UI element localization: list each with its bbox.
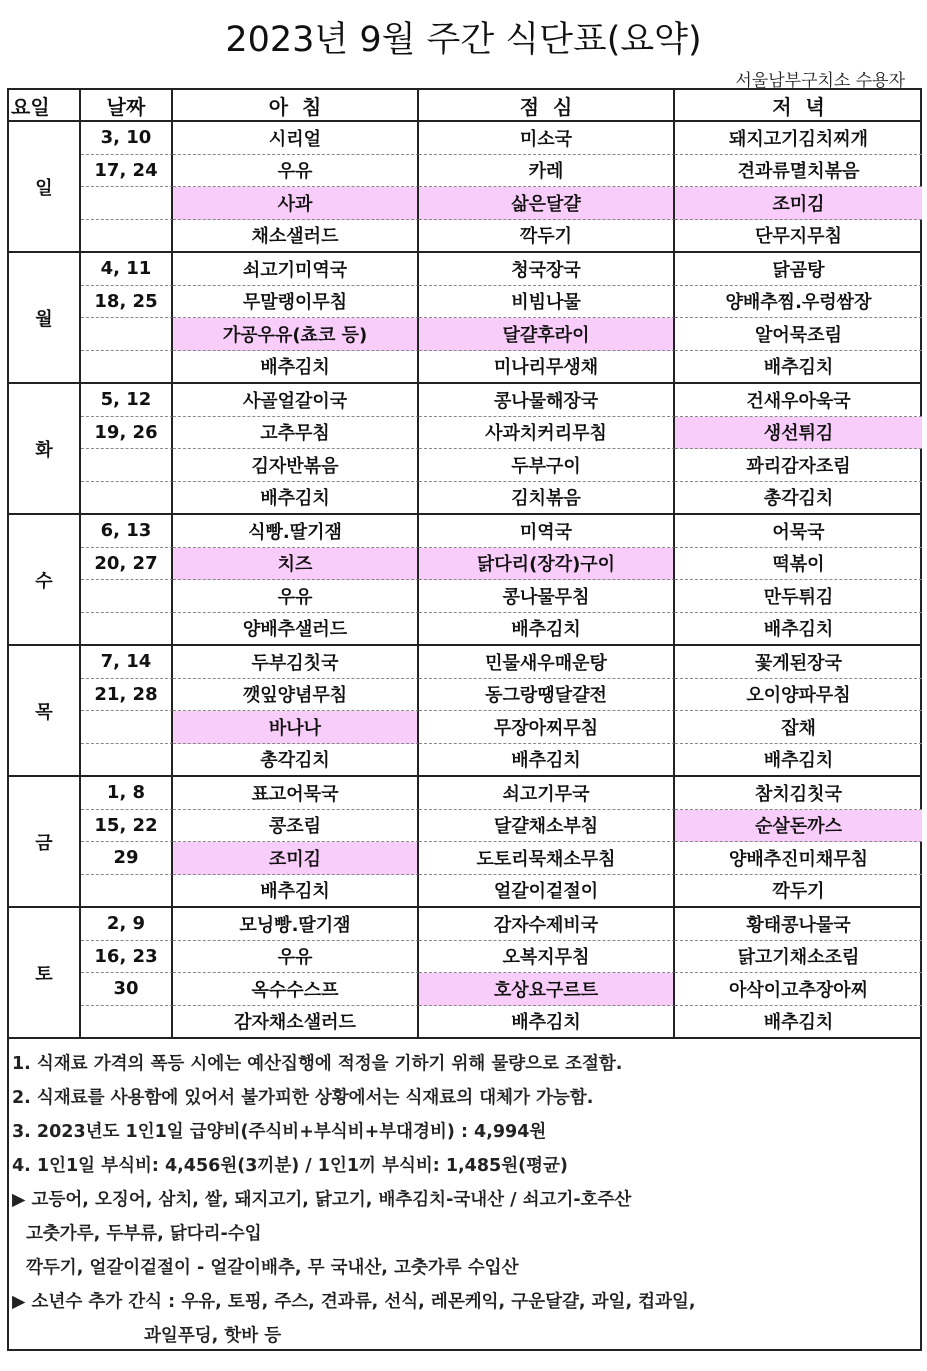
table-row — [9, 744, 922, 778]
date-cell — [81, 875, 173, 909]
date-cell — [81, 482, 173, 516]
breakfast-cell: 모닝빵.딸기잼 — [173, 908, 419, 941]
breakfast-cell: 옥수수스프 — [173, 973, 419, 1006]
table-row — [9, 875, 922, 909]
date-cell: 1, 8 — [81, 777, 173, 810]
header-row — [9, 90, 922, 122]
breakfast-cell: 식빵.딸기잼 — [173, 515, 419, 548]
note-item: 깍두기, 얼갈이겉절이 - 얼갈이배추, 무 국내산, 고춧가루 수입산 — [26, 1258, 519, 1278]
date-cell — [81, 220, 173, 254]
note-item: 2. 식재료를 사용함에 있어서 불가피한 상황에서는 식재료의 대체가 가능함. — [12, 1088, 594, 1108]
dinner-cell: 양배추진미채무침 — [675, 842, 922, 875]
table-row — [9, 417, 922, 450]
dinner-cell: 배추김치 — [675, 351, 922, 385]
table-row — [9, 384, 922, 417]
day-of-week-cell: 금 — [9, 777, 81, 908]
date-cell — [81, 187, 173, 220]
breakfast-cell: 우유 — [173, 941, 419, 974]
date-cell: 29 — [81, 842, 173, 875]
menu-table — [9, 90, 922, 1039]
breakfast-cell: 배추김치 — [173, 875, 419, 909]
lunch-cell: 콩나물무침 — [419, 580, 675, 613]
breakfast-cell: 치즈 — [173, 548, 419, 581]
date-cell — [81, 351, 173, 385]
lunch-cell: 배추김치 — [419, 613, 675, 647]
breakfast-cell: 우유 — [173, 580, 419, 613]
table-row — [9, 777, 922, 810]
breakfast-cell: 가공우유(쵸코 등) — [173, 318, 419, 351]
note-item: 과일푸딩, 핫바 등 — [144, 1326, 282, 1346]
table-row — [9, 810, 922, 843]
date-cell: 20, 27 — [81, 548, 173, 581]
breakfast-cell: 배추김치 — [173, 351, 419, 385]
dinner-cell: 꽃게된장국 — [675, 646, 922, 679]
day-of-week-cell: 일 — [9, 122, 81, 253]
breakfast-cell: 쇠고기미역국 — [173, 253, 419, 286]
lunch-cell: 감자수제비국 — [419, 908, 675, 941]
table-row — [9, 351, 922, 385]
dinner-cell: 조미김 — [675, 187, 922, 220]
dinner-cell: 단무지무침 — [675, 220, 922, 254]
date-cell: 4, 11 — [81, 253, 173, 286]
lunch-cell: 도토리묵채소무침 — [419, 842, 675, 875]
dinner-cell: 참치김칫국 — [675, 777, 922, 810]
table-row — [9, 155, 922, 188]
day-of-week-cell: 수 — [9, 515, 81, 646]
table-row — [9, 318, 922, 351]
day-of-week-cell: 화 — [9, 384, 81, 515]
dinner-cell: 양배추찜.우렁쌈장 — [675, 286, 922, 319]
dinner-cell: 아삭이고추장아찌 — [675, 973, 922, 1006]
table-row — [9, 515, 922, 548]
date-cell — [81, 318, 173, 351]
lunch-cell: 미역국 — [419, 515, 675, 548]
lunch-cell: 달걀채소부침 — [419, 810, 675, 843]
lunch-cell: 비빔나물 — [419, 286, 675, 319]
note-item: ▶ 소년수 추가 간식 : 우유, 토핑, 주스, 견과류, 선식, 레몬케익, 구운달걀, 과일, 컵과일, — [12, 1292, 696, 1312]
lunch-cell: 배추김치 — [419, 1006, 675, 1040]
lunch-cell: 미소국 — [419, 122, 675, 155]
header-breakfast: 아 침 — [173, 90, 419, 122]
breakfast-cell: 깻잎양념무침 — [173, 679, 419, 712]
table-row — [9, 253, 922, 286]
table-row — [9, 1006, 922, 1040]
note-item: 3. 2023년도 1인1일 급양비(주식비+부식비+부대경비) : 4,994원 — [12, 1122, 547, 1142]
date-cell — [81, 613, 173, 647]
breakfast-cell: 콩조림 — [173, 810, 419, 843]
table-row — [9, 122, 922, 155]
table-row — [9, 613, 922, 647]
date-cell: 3, 10 — [81, 122, 173, 155]
table-row — [9, 286, 922, 319]
date-cell: 30 — [81, 973, 173, 1006]
lunch-cell: 김치볶음 — [419, 482, 675, 516]
table-row — [9, 941, 922, 974]
lunch-cell: 민물새우매운탕 — [419, 646, 675, 679]
date-cell: 15, 22 — [81, 810, 173, 843]
lunch-cell: 깍두기 — [419, 220, 675, 254]
lunch-cell: 오복지무침 — [419, 941, 675, 974]
date-cell: 21, 28 — [81, 679, 173, 712]
lunch-cell: 콩나물해장국 — [419, 384, 675, 417]
institution-label: 서울남부구치소 수용자 — [735, 71, 905, 91]
lunch-cell: 사과치커리무침 — [419, 417, 675, 450]
dinner-cell: 황태콩나물국 — [675, 908, 922, 941]
dinner-cell: 생선튀김 — [675, 417, 922, 450]
dinner-cell: 건새우아욱국 — [675, 384, 922, 417]
dinner-cell: 닭고기채소조림 — [675, 941, 922, 974]
dinner-cell: 순살돈까스 — [675, 810, 922, 843]
table-row — [9, 646, 922, 679]
table-row — [9, 449, 922, 482]
table-row — [9, 548, 922, 581]
breakfast-cell: 무말랭이무침 — [173, 286, 419, 319]
breakfast-cell: 채소샐러드 — [173, 220, 419, 254]
table-row — [9, 973, 922, 1006]
note-item: 1. 식재료 가격의 폭등 시에는 예산집행에 적정을 기하기 위해 물량으로 조절함. — [12, 1054, 623, 1074]
table-row — [9, 187, 922, 220]
dinner-cell: 어묵국 — [675, 515, 922, 548]
date-cell — [81, 580, 173, 613]
table-row — [9, 908, 922, 941]
dinner-cell: 만두튀김 — [675, 580, 922, 613]
header-lunch: 점 심 — [419, 90, 675, 122]
dinner-cell: 꽈리감자조림 — [675, 449, 922, 482]
breakfast-cell: 고추무침 — [173, 417, 419, 450]
lunch-cell: 얼갈이겉절이 — [419, 875, 675, 909]
dinner-cell: 떡볶이 — [675, 548, 922, 581]
dinner-cell: 깍두기 — [675, 875, 922, 909]
dinner-cell: 총각김치 — [675, 482, 922, 516]
date-cell — [81, 449, 173, 482]
dinner-cell: 잡채 — [675, 711, 922, 744]
date-cell: 17, 24 — [81, 155, 173, 188]
lunch-cell: 미나리무생채 — [419, 351, 675, 385]
day-of-week-cell: 목 — [9, 646, 81, 777]
note-item: 고춧가루, 두부류, 닭다리-수입 — [26, 1224, 262, 1244]
date-cell: 7, 14 — [81, 646, 173, 679]
notes-section — [12, 1047, 912, 1353]
dinner-cell: 견과류멸치볶음 — [675, 155, 922, 188]
table-row — [9, 580, 922, 613]
note-item: 4. 1인1일 부식비: 4,456원(3끼분) / 1인1끼 부식비: 1,485원(평균) — [12, 1156, 568, 1176]
date-cell: 5, 12 — [81, 384, 173, 417]
table-row — [9, 220, 922, 254]
dinner-cell: 배추김치 — [675, 613, 922, 647]
day-of-week-cell: 토 — [9, 908, 81, 1039]
date-cell — [81, 1006, 173, 1040]
dinner-cell: 닭곰탕 — [675, 253, 922, 286]
date-cell: 19, 26 — [81, 417, 173, 450]
dinner-cell: 알어묵조림 — [675, 318, 922, 351]
breakfast-cell: 사골얼갈이국 — [173, 384, 419, 417]
menu-body — [9, 122, 922, 1039]
breakfast-cell: 배추김치 — [173, 482, 419, 516]
date-cell: 2, 9 — [81, 908, 173, 941]
breakfast-cell: 바나나 — [173, 711, 419, 744]
breakfast-cell: 감자채소샐러드 — [173, 1006, 419, 1040]
lunch-cell: 동그랑땡달걀전 — [419, 679, 675, 712]
date-cell: 18, 25 — [81, 286, 173, 319]
breakfast-cell: 두부김칫국 — [173, 646, 419, 679]
breakfast-cell: 김자반볶음 — [173, 449, 419, 482]
table-row — [9, 842, 922, 875]
dinner-cell: 배추김치 — [675, 1006, 922, 1040]
header-day: 요일 — [9, 90, 81, 122]
dinner-cell: 돼지고기김치찌개 — [675, 122, 922, 155]
note-item: ▶ 고등어, 오징어, 삼치, 쌀, 돼지고기, 닭고기, 배추김치-국내산 / 쇠고기-호주산 — [12, 1190, 632, 1210]
dinner-cell: 오이양파무침 — [675, 679, 922, 712]
date-cell — [81, 711, 173, 744]
lunch-cell: 두부구이 — [419, 449, 675, 482]
lunch-cell: 삶은달걀 — [419, 187, 675, 220]
breakfast-cell: 조미김 — [173, 842, 419, 875]
breakfast-cell: 사과 — [173, 187, 419, 220]
breakfast-cell: 총각김치 — [173, 744, 419, 778]
lunch-cell: 호상요구르트 — [419, 973, 675, 1006]
table-row — [9, 482, 922, 516]
lunch-cell: 청국장국 — [419, 253, 675, 286]
lunch-cell: 카레 — [419, 155, 675, 188]
lunch-cell: 닭다리(장각)구이 — [419, 548, 675, 581]
header-dinner: 저 녁 — [675, 90, 922, 122]
table-row — [9, 679, 922, 712]
lunch-cell: 배추김치 — [419, 744, 675, 778]
breakfast-cell: 양배추샐러드 — [173, 613, 419, 647]
header-date: 날짜 — [81, 90, 173, 122]
day-of-week-cell: 월 — [9, 253, 81, 384]
page-title: 2023년 9월 주간 식단표(요약) — [225, 20, 702, 60]
dinner-cell: 배추김치 — [675, 744, 922, 778]
breakfast-cell: 표고어묵국 — [173, 777, 419, 810]
date-cell: 16, 23 — [81, 941, 173, 974]
breakfast-cell: 우유 — [173, 155, 419, 188]
table-row — [9, 711, 922, 744]
lunch-cell: 쇠고기무국 — [419, 777, 675, 810]
lunch-cell: 무장아찌무침 — [419, 711, 675, 744]
date-cell — [81, 744, 173, 778]
lunch-cell: 달걀후라이 — [419, 318, 675, 351]
breakfast-cell: 시리얼 — [173, 122, 419, 155]
date-cell: 6, 13 — [81, 515, 173, 548]
